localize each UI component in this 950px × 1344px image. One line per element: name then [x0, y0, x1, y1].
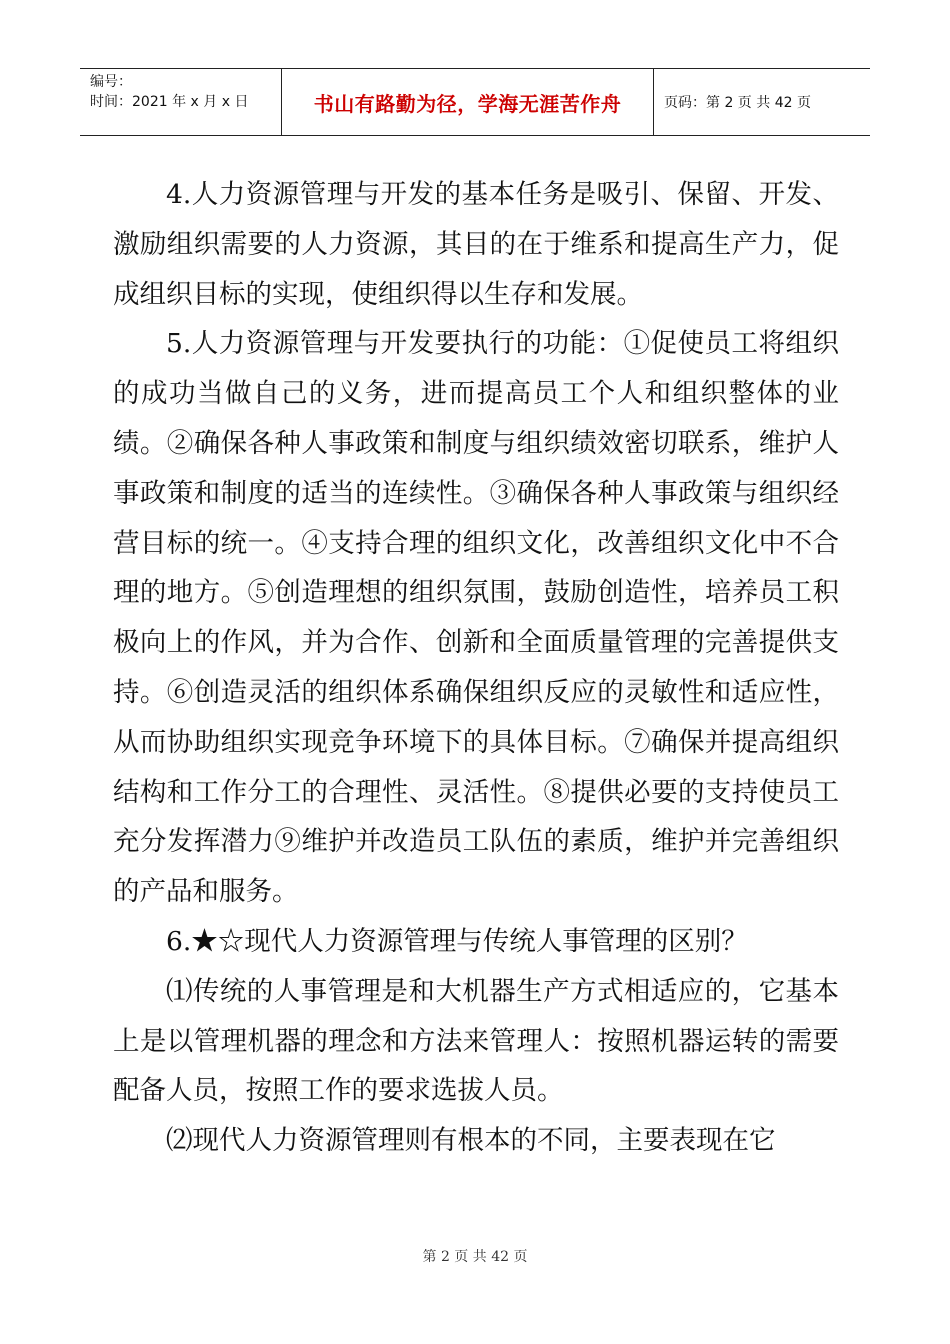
page-footer: 第 2 页 共 42 页 — [422, 1249, 528, 1265]
document-date-label: 时间：2021 年 x 月 x 日 — [90, 94, 249, 110]
document-header — [80, 68, 870, 136]
header-info-cell — [80, 69, 282, 135]
paragraph-6-question: 6.★☆现代人力资源管理与传统人事管理的区别？ — [166, 925, 748, 957]
paragraph-modern-management: ⑵现代人力资源管理则有根本的不同，主要表现在它 — [166, 1125, 776, 1157]
document-number-label: 编号： — [90, 74, 132, 90]
header-motto: 书山有路勤为径，学海无涯苦作舟 — [282, 69, 654, 135]
paragraph-5-functions: 5.人力资源管理与开发要执行的功能：①促使员工将组织的成功当做自己的义务，进而提高员工个人和组织整体的业绩。②确保各种人事政策和制度与组织绩效密切联系，维护人事政策和制度的适当的连续性。③确保各种人事政策与组织经营目标的统一。④支持合理的组织文化，改善组织文化中不合理的地方。⑤创造理想的组织氛围，鼓励创造性，培养员工积极向上的作风，并为合作、创新和全面质量管理的完善提供支持。⑥创造灵活的组织体系确保组织反应的灵敏性和适应性，从而协助组织实现竞争环境下的具体目标。⑦确保并提高组织结构和工作分工的合理性、灵活性。⑧提供必要的支持使员工充分发挥潜力⑨维护并改造员工队伍的素质，维护并完善组织的产品和服务。 — [113, 328, 839, 908]
header-page-number: 页码：第 2 页 共 42 页 — [664, 95, 811, 111]
paragraph-4-basic-tasks: 4.人力资源管理与开发的基本任务是吸引、保留、开发、激励组织需要的人力资源，其目的在于维系和提高生产力，促成组织目标的实现，使组织得以生存和发展。 — [113, 179, 839, 310]
document-body — [113, 170, 839, 1166]
paragraph-traditional-management: ⑴传统的人事管理是和大机器生产方式相适应的，它基本上是以管理机器的理念和方法来管理人：按照机器运转的需要配备人员，按照工作的要求选拔人员。 — [113, 975, 839, 1107]
